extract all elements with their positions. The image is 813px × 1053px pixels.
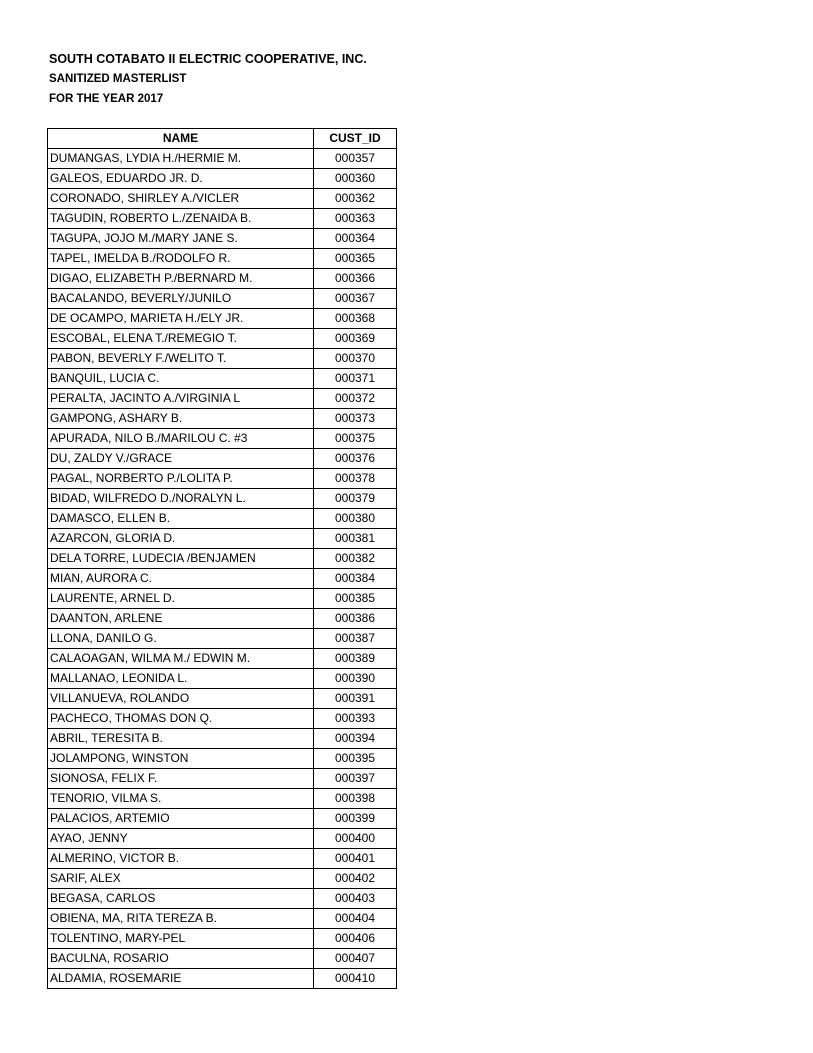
table-row [48, 409, 397, 429]
customer-id-cell: 000393 [314, 709, 397, 729]
customer-id-cell: 000360 [314, 169, 397, 189]
table-row [48, 269, 397, 289]
table-row [48, 189, 397, 209]
customer-name-cell: PALACIOS, ARTEMIO [48, 809, 314, 829]
customer-id-cell: 000376 [314, 449, 397, 469]
table-row [48, 729, 397, 749]
table-row [48, 169, 397, 189]
customer-id-cell: 000402 [314, 869, 397, 889]
customer-name-cell: MIAN, AURORA C. [48, 569, 314, 589]
table-row [48, 949, 397, 969]
customer-id-cell: 000385 [314, 589, 397, 609]
customer-name-cell: ABRIL, TERESITA B. [48, 729, 314, 749]
customer-name-cell: TAPEL, IMELDA B./RODOLFO R. [48, 249, 314, 269]
table-row [48, 449, 397, 469]
customer-id-cell: 000406 [314, 929, 397, 949]
table-row [48, 829, 397, 849]
customer-name-cell: JOLAMPONG, WINSTON [48, 749, 314, 769]
table-row [48, 549, 397, 569]
customer-name-cell: LLONA, DANILO G. [48, 629, 314, 649]
customer-id-cell: 000370 [314, 349, 397, 369]
table-row [48, 349, 397, 369]
customer-name-cell: TAGUPA, JOJO M./MARY JANE S. [48, 229, 314, 249]
customer-name-cell: PABON, BEVERLY F./WELITO T. [48, 349, 314, 369]
customer-name-cell: DU, ZALDY V./GRACE [48, 449, 314, 469]
table-row [48, 809, 397, 829]
table-row [48, 529, 397, 549]
customer-id-cell: 000362 [314, 189, 397, 209]
customer-name-cell: LAURENTE, ARNEL D. [48, 589, 314, 609]
customer-id-cell: 000397 [314, 769, 397, 789]
customer-id-cell: 000401 [314, 849, 397, 869]
year-line: FOR THE YEAR 2017 [49, 93, 164, 105]
customer-id-cell: 000368 [314, 309, 397, 329]
table-row [48, 389, 397, 409]
customer-name-cell: OBIENA, MA, RITA TEREZA B. [48, 909, 314, 929]
customer-id-cell: 000386 [314, 609, 397, 629]
customer-name-cell: BANQUIL, LUCIA C. [48, 369, 314, 389]
customer-id-cell: 000404 [314, 909, 397, 929]
customer-id-cell: 000381 [314, 529, 397, 549]
document-header [49, 50, 367, 110]
customer-name-cell: DE OCAMPO, MARIETA H./ELY JR. [48, 309, 314, 329]
customer-id-cell: 000399 [314, 809, 397, 829]
customer-name-cell: TAGUDIN, ROBERTO L./ZENAIDA B. [48, 209, 314, 229]
customer-name-cell: CALAOAGAN, WILMA M./ EDWIN M. [48, 649, 314, 669]
customer-name-cell: BACALANDO, BEVERLY/JUNILO [48, 289, 314, 309]
customer-name-cell: PERALTA, JACINTO A./VIRGINIA L [48, 389, 314, 409]
customer-id-cell: 000387 [314, 629, 397, 649]
table-row [48, 149, 397, 169]
customer-id-cell: 000357 [314, 149, 397, 169]
table-row [48, 769, 397, 789]
customer-id-cell: 000398 [314, 789, 397, 809]
customer-id-cell: 000410 [314, 969, 397, 989]
table-row [48, 369, 397, 389]
customer-id-cell: 000364 [314, 229, 397, 249]
customer-id-cell: 000389 [314, 649, 397, 669]
customer-id-cell: 000407 [314, 949, 397, 969]
table-row [48, 509, 397, 529]
customer-name-cell: ALDAMIA, ROSEMARIE [48, 969, 314, 989]
customer-id-cell: 000379 [314, 489, 397, 509]
customer-name-cell: AYAO, JENNY [48, 829, 314, 849]
customer-id-cell: 000382 [314, 549, 397, 569]
customer-id-cell: 000394 [314, 729, 397, 749]
table-row [48, 569, 397, 589]
company-title: SOUTH COTABATO II ELECTRIC COOPERATIVE, INC. [49, 52, 367, 66]
table-row [48, 789, 397, 809]
table-row [48, 849, 397, 869]
customer-name-cell: DUMANGAS, LYDIA H./HERMIE M. [48, 149, 314, 169]
table-row [48, 609, 397, 629]
table-row [48, 329, 397, 349]
table-row [48, 629, 397, 649]
customer-id-cell: 000378 [314, 469, 397, 489]
customer-name-cell: DELA TORRE, LUDECIA /BENJAMEN [48, 549, 314, 569]
customer-id-cell: 000375 [314, 429, 397, 449]
table-row [48, 469, 397, 489]
customer-id-cell: 000366 [314, 269, 397, 289]
customer-name-cell: DAMASCO, ELLEN B. [48, 509, 314, 529]
customer-name-cell: ALMERINO, VICTOR B. [48, 849, 314, 869]
table-row [48, 209, 397, 229]
customer-name-cell: VILLANUEVA, ROLANDO [48, 689, 314, 709]
table-row [48, 689, 397, 709]
customer-id-cell: 000369 [314, 329, 397, 349]
customer-id-cell: 000363 [314, 209, 397, 229]
document-subtitle: SANITIZED MASTERLIST [49, 73, 187, 85]
table-row [48, 869, 397, 889]
table-row [48, 649, 397, 669]
customer-name-cell: AZARCON, GLORIA D. [48, 529, 314, 549]
customer-name-cell: CORONADO, SHIRLEY A./VICLER [48, 189, 314, 209]
table-row [48, 289, 397, 309]
customer-id-cell: 000395 [314, 749, 397, 769]
customer-id-cell: 000384 [314, 569, 397, 589]
table-row [48, 969, 397, 989]
column-header-cust-id: CUST_ID [314, 129, 397, 149]
customer-id-cell: 000380 [314, 509, 397, 529]
customer-id-cell: 000367 [314, 289, 397, 309]
customer-name-cell: TOLENTINO, MARY-PEL [48, 929, 314, 949]
table-row [48, 749, 397, 769]
customer-name-cell: SARIF, ALEX [48, 869, 314, 889]
table-row [48, 889, 397, 909]
table-row [48, 249, 397, 269]
customer-name-cell: PAGAL, NORBERTO P./LOLITA P. [48, 469, 314, 489]
table-row [48, 709, 397, 729]
customer-name-cell: ESCOBAL, ELENA T./REMEGIO T. [48, 329, 314, 349]
customer-name-cell: BEGASA, CARLOS [48, 889, 314, 909]
customer-id-cell: 000391 [314, 689, 397, 709]
table-row [48, 929, 397, 949]
customer-name-cell: GAMPONG, ASHARY B. [48, 409, 314, 429]
table-row [48, 489, 397, 509]
customer-id-cell: 000390 [314, 669, 397, 689]
table-body [48, 149, 397, 989]
customer-name-cell: PACHECO, THOMAS DON Q. [48, 709, 314, 729]
table-row [48, 909, 397, 929]
customer-id-cell: 000403 [314, 889, 397, 909]
customer-id-cell: 000365 [314, 249, 397, 269]
customer-name-cell: APURADA, NILO B./MARILOU C. #3 [48, 429, 314, 449]
customer-name-cell: SIONOSA, FELIX F. [48, 769, 314, 789]
table-row [48, 669, 397, 689]
customer-name-cell: GALEOS, EDUARDO JR. D. [48, 169, 314, 189]
customer-name-cell: DIGAO, ELIZABETH P./BERNARD M. [48, 269, 314, 289]
table-row [48, 309, 397, 329]
table-header-row [48, 129, 397, 149]
customer-id-cell: 000372 [314, 389, 397, 409]
customer-name-cell: BACULNA, ROSARIO [48, 949, 314, 969]
customer-id-cell: 000373 [314, 409, 397, 429]
customer-name-cell: BIDAD, WILFREDO D./NORALYN L. [48, 489, 314, 509]
customer-id-cell: 000400 [314, 829, 397, 849]
table-row [48, 429, 397, 449]
customer-name-cell: DAANTON, ARLENE [48, 609, 314, 629]
customer-name-cell: TENORIO, VILMA S. [48, 789, 314, 809]
table-row [48, 589, 397, 609]
customer-name-cell: MALLANAO, LEONIDA L. [48, 669, 314, 689]
masterlist-table [47, 128, 397, 989]
column-header-name: NAME [48, 129, 314, 149]
table-row [48, 229, 397, 249]
customer-id-cell: 000371 [314, 369, 397, 389]
